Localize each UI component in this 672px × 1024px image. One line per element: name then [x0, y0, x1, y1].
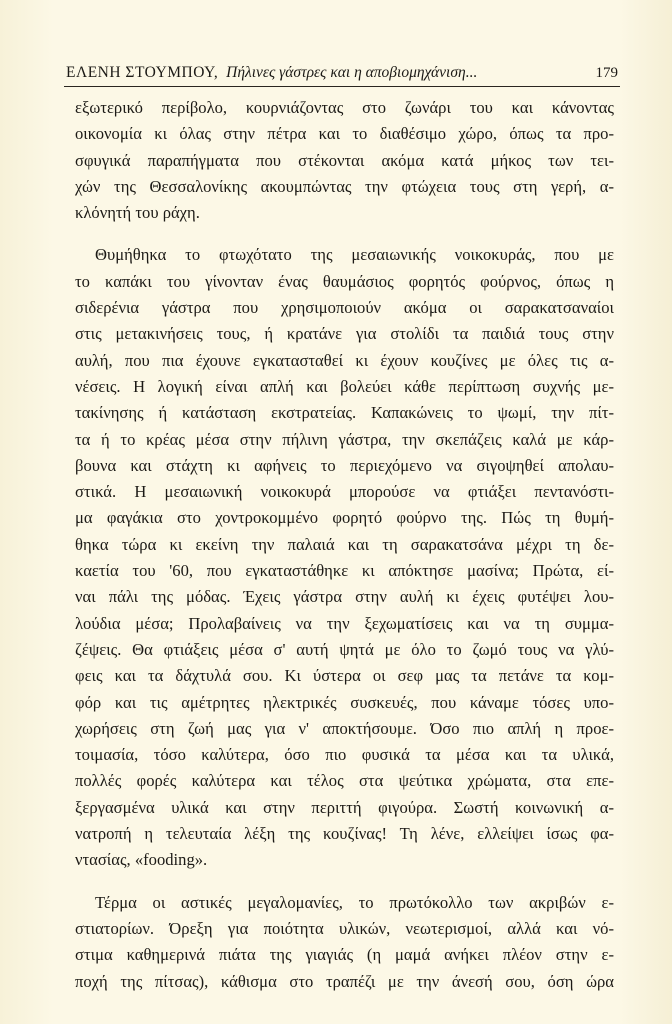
header-rule	[64, 86, 620, 87]
text-line: το καπάκι του γίνονταν ένας θαυμάσιος φορητός φούρνος, όπως η	[75, 271, 614, 291]
paragraph	[75, 242, 614, 873]
text-line: οικονομία κι όλας στην πέτρα και το διαθέσιμο χώρο, όπως τα προ-	[75, 124, 614, 144]
paragraph	[75, 95, 614, 226]
text-line: ποχή της πίτσας), κάθισμα στο τραπέζι με την άνεσή σου, όση ώρα	[75, 971, 614, 991]
text-line: μα φαγάκια στο χοντροκομμένο φορητό φούρνο της. Πώς τη θυμή-	[75, 508, 614, 528]
text-line: χωρήσεις στη ζωή μας για ν' αποκτήσουμε. Όσο πιο απλή η προε-	[75, 718, 614, 738]
text-line: σιδερένια γάστρα που χρησιμοποιούν ακόμα οι σαρακατσαναίοι	[75, 298, 614, 318]
body-text	[75, 95, 614, 995]
text-line: ζέψεις. Θα φτιάξεις μέσα σ' αυτή ψητά με όλο το ζωμό τους να γλύ-	[75, 639, 614, 659]
text-line: Θυμήθηκα το φτωχότατο της μεσαιωνικής νοικοκυράς, που με	[95, 245, 614, 265]
text-line: θηκα τώρα κι εκείνη την παλαιά και τη σαρακατσάνα μέχρι τη δε-	[75, 534, 614, 554]
text-line: στικά. Η μεσαιωνική νοικοκυρά μπορούσε να φτιάξει πεντανόστι-	[75, 482, 614, 502]
text-line: νέσεις. Η λογική είναι απλή και βολεύει κάθε περίπτωση συχνής με-	[75, 376, 614, 396]
text-line: τοιμασία, τόσο καλύτερα, όσο πιο φυσικά τα μέσα και τα υλικά,	[75, 745, 614, 765]
text-line: φεις και τα δάχτυλά σου. Κι ύστερα οι σεφ μας τα πετάνε τα κομ-	[75, 666, 614, 686]
header-title: Πήλινες γάστρες και η αποβιομηχάνιση...	[226, 64, 478, 81]
text-line: κλόνητή του ράχη.	[75, 203, 200, 223]
running-header	[66, 63, 618, 83]
text-line: Τέρμα οι αστικές μεγαλομανίες, το πρωτόκολλο των ακριβών ε-	[95, 892, 614, 912]
text-line: φόρ και τις αμέτρητες ηλεκτρικές συσκευές, που κάναμε τόσες υπο-	[75, 692, 614, 712]
text-line: στιατορίων. Όρεξη για ποιότητα υλικών, νεωτερισμοί, αλλά και νό-	[75, 918, 614, 938]
text-line: χών της Θεσσαλονίκης ακουμπώντας την φτώχεια τους στη γερή, α-	[75, 176, 614, 196]
header-left	[66, 63, 477, 83]
text-line: σφυγικά παραπήγματα που στέκονται ακόμα κατά μήκος των τει-	[75, 150, 614, 170]
text-line: ντασίας, «fooding».	[75, 850, 208, 870]
text-line: λούδια μέσα; Προλαβαίνεις να την ξεχωματίσεις και να τη συμμα-	[75, 613, 614, 633]
text-line: ξεργασμένα υλικά και στην περιττή φιγούρα. Σωστή κοινωνική α-	[75, 797, 614, 817]
text-line: τακίνησης ή κατάσταση εκστρατείας. Καπακώνεις το ψωμί, την πίτ-	[75, 403, 614, 423]
text-line: στιμα καθημερινά πιάτα της γιαγιάς (η μαμά ανήκει πλέον στην ε-	[75, 945, 614, 965]
paragraph	[75, 890, 614, 995]
page-number: 179	[595, 65, 618, 81]
text-line: ναι πάλι της μόδας. Έχεις γάστρα στην αυλή κι έχεις φυτέψει λου-	[75, 587, 614, 607]
text-line: εξωτερικό περίβολο, κουρνιάζοντας στο ζωνάρι του και κάνοντας	[75, 98, 614, 117]
text-line: καετία του '60, που εγκαταστάθηκε κι απόκτησε μασίνα; Πρώτα, εί-	[75, 561, 614, 581]
header-author: ΕΛΕΝΗ ΣΤΟΥΜΠΟΥ,	[66, 64, 219, 81]
text-line: πολλές φορές καλύτερα και τέλος στα ψεύτικα χρώματα, στα επε-	[75, 771, 614, 791]
text-line: νατροπή η τελευταία λέξη της κουζίνας! Τη λένε, ελλείψει ίσως φα-	[75, 824, 614, 844]
text-line: αυλή, που πια έχουνε εγκατασταθεί κι έχουν κουζίνες με όλες τις α-	[75, 350, 614, 370]
text-line: βουνα και στάχτη κι αφήνεις το περιεχόμενο να σιγοψηθεί απολαυ-	[75, 455, 614, 475]
text-line: τα ή το κρέας μέσα στην πήλινη γάστρα, την σκεπάζεις καλά με κάρ-	[75, 429, 614, 449]
text-line: στις μετακινήσεις τους, ή κρατάνε για στολίδι τα παιδιά τους στην	[75, 324, 614, 344]
